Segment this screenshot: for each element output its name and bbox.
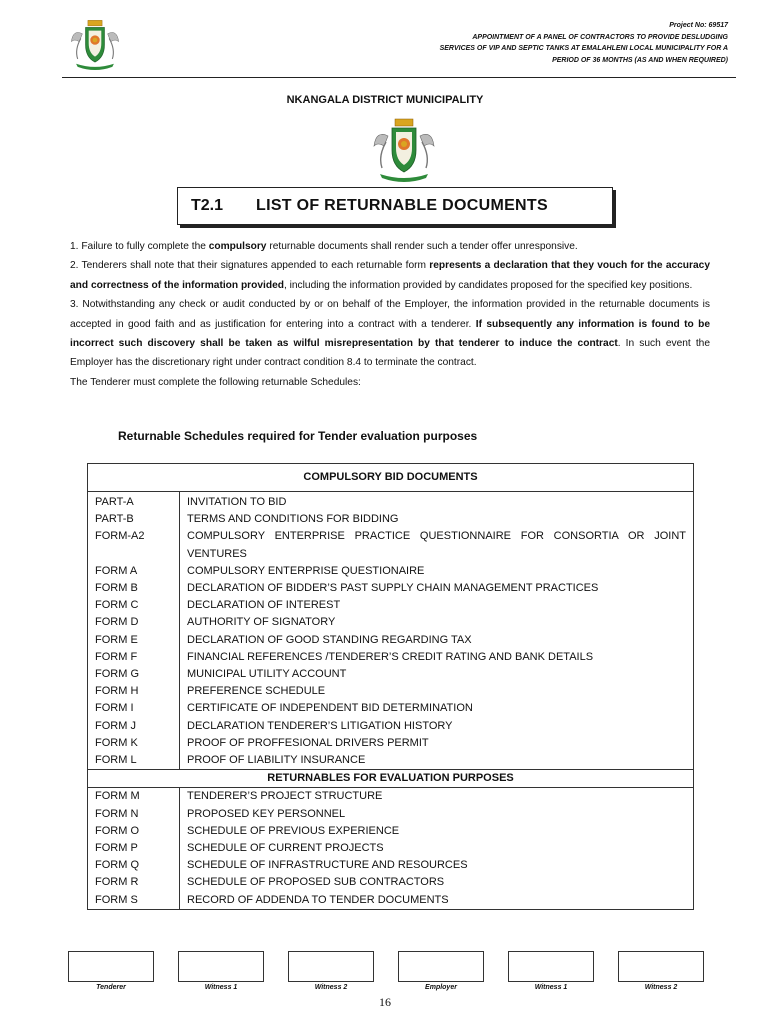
signature-box[interactable] bbox=[508, 951, 594, 982]
signature-block bbox=[618, 951, 704, 991]
returnable-documents-table bbox=[87, 463, 694, 910]
table-header-row bbox=[88, 464, 694, 492]
document-description: CERTIFICATE OF INDEPENDENT BID DETERMINATION bbox=[180, 700, 694, 717]
table-row bbox=[88, 649, 694, 666]
document-code: FORM F bbox=[88, 649, 180, 666]
instruction-2-text-end: , including the information provided by candidates proposed for the specified key positions. bbox=[283, 279, 693, 291]
table-header: COMPULSORY BID DOCUMENTS bbox=[88, 464, 694, 492]
signature-label: Employer bbox=[425, 984, 457, 991]
document-code: FORM Q bbox=[88, 857, 180, 874]
document-code: FORM L bbox=[88, 752, 180, 770]
table-row bbox=[88, 840, 694, 857]
document-description: TENDERER’S PROJECT STRUCTURE bbox=[180, 788, 694, 806]
document-code: FORM J bbox=[88, 718, 180, 735]
municipality-name: NKANGALA DISTRICT MUNICIPALITY bbox=[286, 94, 484, 106]
signature-row bbox=[68, 951, 678, 995]
table-row bbox=[88, 528, 694, 562]
municipal-coat-of-arms-icon bbox=[368, 116, 440, 182]
table-row bbox=[88, 806, 694, 823]
instruction-3-emphasis: If subsequently any information is found to be incorrect such discovery shall be taken as wilful misrepresentation by that tenderer to induce the contract bbox=[70, 318, 710, 350]
instruction-3-text-end: . In such event the Employer has the discretionary right under contract condition 8.4 to terminate the contract. bbox=[70, 338, 710, 369]
table-row bbox=[88, 752, 694, 770]
table-row bbox=[88, 892, 694, 910]
document-code: FORM D bbox=[88, 614, 180, 631]
document-code: FORM P bbox=[88, 840, 180, 857]
document-code: FORM I bbox=[88, 700, 180, 717]
document-description: SCHEDULE OF INFRASTRUCTURE AND RESOURCES bbox=[180, 857, 694, 874]
signature-box[interactable] bbox=[288, 951, 374, 982]
document-code: FORM-A2 bbox=[88, 528, 180, 562]
document-code: PART-A bbox=[88, 492, 180, 512]
document-code: FORM B bbox=[88, 580, 180, 597]
document-code: PART-B bbox=[88, 511, 180, 528]
signature-block bbox=[508, 951, 594, 991]
table-row bbox=[88, 718, 694, 735]
municipal-coat-of-arms-icon bbox=[62, 18, 128, 70]
document-code: FORM N bbox=[88, 806, 180, 823]
document-description: PREFERENCE SCHEDULE bbox=[180, 683, 694, 700]
document-description: INVITATION TO BID bbox=[180, 492, 694, 512]
table-row bbox=[88, 788, 694, 806]
document-code: FORM E bbox=[88, 632, 180, 649]
section-title-box bbox=[177, 187, 613, 225]
document-description: MUNICIPAL UTILITY ACCOUNT bbox=[180, 666, 694, 683]
instruction-2-text: 2. Tenderers shall note that their signatures appended to each returnable form bbox=[70, 260, 430, 272]
document-description: RECORD OF ADDENDA TO TENDER DOCUMENTS bbox=[180, 892, 694, 910]
document-description: PROPOSED KEY PERSONNEL bbox=[180, 806, 694, 823]
document-code: FORM H bbox=[88, 683, 180, 700]
instruction-2 bbox=[70, 256, 710, 295]
project-details bbox=[440, 20, 728, 66]
project-title-line-1: APPOINTMENT OF A PANEL OF CONTRACTORS TO PROVIDE DESLUDGING bbox=[472, 33, 728, 41]
document-description: DECLARATION TENDERER’S LITIGATION HISTORY bbox=[180, 718, 694, 735]
document-description: TERMS AND CONDITIONS FOR BIDDING bbox=[180, 511, 694, 528]
instruction-3-text: 3. Notwithstanding any check or audit conducted by or on behalf of the Employer, the information provided in the returnable documents is accepted in good faith and as justification for entering into a contract with a tenderer. bbox=[70, 299, 710, 330]
table-row bbox=[88, 511, 694, 528]
signature-label: Tenderer bbox=[96, 984, 126, 991]
table-row bbox=[88, 632, 694, 649]
signature-box[interactable] bbox=[178, 951, 264, 982]
page-header bbox=[62, 18, 730, 76]
instruction-1-text-end: returnable documents shall render such a tender offer unresponsive. bbox=[266, 241, 578, 252]
signature-box[interactable] bbox=[68, 951, 154, 982]
instruction-1 bbox=[70, 237, 710, 256]
table-row bbox=[88, 857, 694, 874]
document-description: SCHEDULE OF PREVIOUS EXPERIENCE bbox=[180, 823, 694, 840]
document-description: SCHEDULE OF CURRENT PROJECTS bbox=[180, 840, 694, 857]
project-title-line-3: PERIOD OF 36 MONTHS (AS AND WHEN REQUIRED) bbox=[552, 56, 728, 64]
instruction-1-emphasis: compulsory bbox=[208, 241, 267, 252]
table-row bbox=[88, 683, 694, 700]
document-description: PROOF OF LIABILITY INSURANCE bbox=[180, 752, 694, 770]
table-row bbox=[88, 580, 694, 597]
document-description: COMPULSORY ENTERPRISE PRACTICE QUESTIONNAIRE FOR CONSORTIA OR JOINT VENTURES bbox=[180, 528, 694, 562]
evaluation-header-row bbox=[88, 770, 694, 788]
project-number: Project No: 69517 bbox=[669, 22, 728, 29]
document-code: FORM G bbox=[88, 666, 180, 683]
signature-block bbox=[288, 951, 374, 991]
table-row bbox=[88, 563, 694, 580]
signature-box[interactable] bbox=[398, 951, 484, 982]
table-row bbox=[88, 492, 694, 512]
document-code: FORM R bbox=[88, 874, 180, 891]
schedules-intro: The Tenderer must complete the following returnable Schedules: bbox=[70, 376, 361, 388]
document-code: FORM S bbox=[88, 892, 180, 910]
document-description: COMPULSORY ENTERPRISE QUESTIONAIRE bbox=[180, 563, 694, 580]
document-description: SCHEDULE OF PROPOSED SUB CONTRACTORS bbox=[180, 874, 694, 891]
document-code: FORM C bbox=[88, 597, 180, 614]
signature-label: Witness 1 bbox=[534, 984, 568, 991]
header-divider bbox=[62, 77, 736, 78]
project-title-line-2: SERVICES OF VIP AND SEPTIC TANKS AT EMALAHLENI LOCAL MUNICIPALITY FOR A bbox=[439, 45, 728, 52]
signature-block bbox=[178, 951, 264, 991]
table-row bbox=[88, 597, 694, 614]
table-row bbox=[88, 874, 694, 891]
signature-label: Witness 2 bbox=[644, 984, 678, 991]
table-row bbox=[88, 666, 694, 683]
table-row bbox=[88, 614, 694, 631]
evaluation-header: RETURNABLES FOR EVALUATION PURPOSES bbox=[88, 770, 694, 788]
document-description: DECLARATION OF INTEREST bbox=[180, 597, 694, 614]
signature-label: Witness 2 bbox=[314, 984, 348, 991]
page-number: 16 bbox=[379, 995, 391, 1009]
signature-box[interactable] bbox=[618, 951, 704, 982]
document-description: FINANCIAL REFERENCES /TENDERER’S CREDIT RATING AND BANK DETAILS bbox=[180, 649, 694, 666]
document-code: FORM O bbox=[88, 823, 180, 840]
instructions bbox=[70, 237, 710, 392]
table-row bbox=[88, 700, 694, 717]
document-description: PROOF OF PROFFESIONAL DRIVERS PERMIT bbox=[180, 735, 694, 752]
document-description: DECLARATION OF BIDDER’S PAST SUPPLY CHAIN MANAGEMENT PRACTICES bbox=[180, 580, 694, 597]
document-code: FORM M bbox=[88, 788, 180, 806]
table-row bbox=[88, 823, 694, 840]
instruction-1-text: 1. Failure to fully complete the bbox=[70, 241, 209, 252]
signature-block bbox=[398, 951, 484, 991]
table-row bbox=[88, 735, 694, 752]
instruction-2-emphasis: represents a declaration that they vouch for the accuracy and correctness of the information provided bbox=[70, 260, 710, 291]
schedules-subheading: Returnable Schedules required for Tender evaluation purposes bbox=[118, 429, 478, 443]
instruction-3 bbox=[70, 295, 710, 373]
section-number: T2.1 bbox=[191, 197, 224, 214]
section-title: LIST OF RETURNABLE DOCUMENTS bbox=[256, 197, 548, 214]
signature-label: Witness 1 bbox=[204, 984, 238, 991]
document-code: FORM K bbox=[88, 735, 180, 752]
document-description: AUTHORITY OF SIGNATORY bbox=[180, 614, 694, 631]
signature-block bbox=[68, 951, 154, 991]
document-description: DECLARATION OF GOOD STANDING REGARDING TAX bbox=[180, 632, 694, 649]
document-code: FORM A bbox=[88, 563, 180, 580]
